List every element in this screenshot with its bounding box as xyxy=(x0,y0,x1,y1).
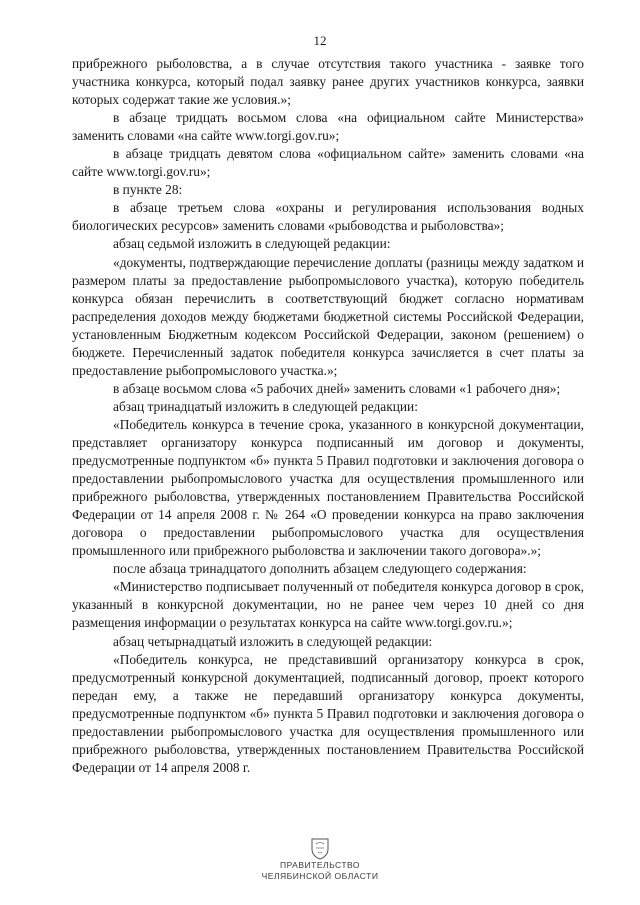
paragraph: «Министерство подписывает полученный от победителя конкурса договор в срок, указанный в конкурсной документации, но не ранее чем через 10 дней со дня размещения информации о результатах конкурса на сайте www.torgi.gov.ru.»; xyxy=(72,579,584,631)
paragraph: в абзаце восьмом слова «5 рабочих дней» заменить словами «1 рабочего дня»; xyxy=(113,380,561,396)
paragraph: в абзаце третьем слова «охраны и регулирования использования водных биологических ресурсов» заменить словами «рыбоводства и рыболовства»; xyxy=(72,200,584,234)
paragraph: в абзаце тридцать девятом слова «официальном сайте» заменить словами «на сайте www.torgi.gov.ru»; xyxy=(72,146,584,180)
coat-of-arms-icon xyxy=(309,836,331,860)
stamp-line-2: ЧЕЛЯБИНСКОЙ ОБЛАСТИ xyxy=(261,871,379,881)
document-body xyxy=(72,55,584,777)
paragraph: «Победитель конкурса, не представивший организатору конкурса в срок, предусмотренный конкурсной документацией, подписанный договор, проект которого передан ему, а также не передавший организатору конкурса документы, предусмотренные подпунктом «б» пункта 5 Правил подготовки и заключения договора о предоставлении рыбопромыслового участка для осуществления промышленного или прибрежного рыболовства, утвержденных постановлением Правительства Российской Федерации от 14 апреля 2008 г. xyxy=(72,651,584,775)
paragraph: «документы, подтверждающие перечисление доплаты (разницы между задатком и размером платы за предоставление рыбопромыслового участка), которую победитель конкурса обязан перечислить в соответствующий бюджет согласно нормативам распределения доходов между бюджетами бюджетной системы Российской Федерации, установленным Бюджетным кодексом Российской Федерации, законом (решением) о бюджете. Перечисленный задаток победителя конкурса зачисляется в счет платы за предоставление рыбопромыслового участка.»; xyxy=(72,254,584,378)
paragraph: в абзаце тридцать восьмом слова «на официальном сайте Министерства» заменить словами «на сайте www.torgi.gov.ru»; xyxy=(72,110,584,144)
paragraph: прибрежного рыболовства, а в случае отсутствия такого участника - заявке того участника конкурса, который подал заявку ранее других участников конкурса, заявки которых содержат такие же условия.»; xyxy=(72,56,584,108)
paragraph: абзац седьмой изложить в следующей редакции: xyxy=(113,236,391,252)
paragraph: абзац четырнадцатый изложить в следующей редакции: xyxy=(113,633,433,649)
government-stamp xyxy=(0,836,640,882)
page-number: 12 xyxy=(313,33,327,48)
paragraph: абзац тринадцатый изложить в следующей редакции: xyxy=(113,398,418,414)
paragraph: в пункте 28: xyxy=(113,182,183,198)
stamp-line-1: ПРАВИТЕЛЬСТВО xyxy=(279,860,361,870)
paragraph: после абзаца тринадцатого дополнить абзацем следующего содержания: xyxy=(113,561,527,577)
paragraph: «Победитель конкурса в течение срока, указанного в конкурсной документации, представляет организатору конкурса подписанный им договор и документы, предусмотренные подпунктом «б» пункта 5 Правил подготовки и заключения договора о предоставлении рыбопромыслового участка для осуществления промышленного или прибрежного рыболовства, утвержденных постановлением Правительства Российской Федерации от 14 апреля 2008 г. № 264 «О проведении конкурса на право заключения договора о предоставлении рыбопромыслового участка для осуществления промышленного или прибрежного рыболовства и заключении такого договора».»; xyxy=(72,416,584,559)
